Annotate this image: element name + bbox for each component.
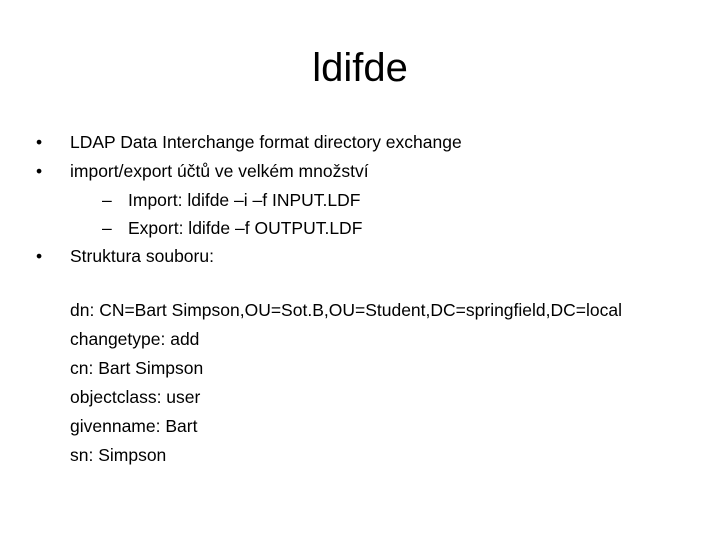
- bullet-text: import/export účtů ve velkém množství: [70, 161, 369, 181]
- ldif-example-block: [70, 296, 622, 470]
- bullet-marker: •: [36, 246, 43, 266]
- bullet-item: [36, 128, 696, 157]
- ldif-line: givenname: Bart: [70, 416, 198, 436]
- bullet-text: LDAP Data Interchange format directory exchange: [70, 132, 462, 152]
- sub-bullet-marker: –: [102, 218, 112, 238]
- sub-bullet-item: [60, 214, 696, 242]
- ldif-line: changetype: add: [70, 329, 200, 349]
- bullet-item: [36, 242, 696, 271]
- ldif-line: dn: CN=Bart Simpson,OU=Sot.B,OU=Student,DC=springfield,DC=local: [70, 300, 622, 320]
- sub-bullet-text: Import: ldifde –i –f INPUT.LDF: [128, 190, 361, 210]
- slide-title: ldifde: [312, 46, 408, 90]
- sub-bullet-marker: –: [102, 190, 112, 210]
- ldif-line: sn: Simpson: [70, 445, 167, 465]
- bullet-marker: •: [36, 161, 43, 181]
- bullet-text: Struktura souboru:: [70, 246, 214, 266]
- bullet-list: [36, 128, 696, 271]
- ldif-line: cn: Bart Simpson: [70, 358, 204, 378]
- sub-bullet-text: Export: ldifde –f OUTPUT.LDF: [128, 218, 363, 238]
- bullet-item: [36, 157, 696, 186]
- bullet-marker: •: [36, 132, 43, 152]
- ldif-line: objectclass: user: [70, 387, 201, 407]
- sub-bullet-item: [60, 186, 696, 214]
